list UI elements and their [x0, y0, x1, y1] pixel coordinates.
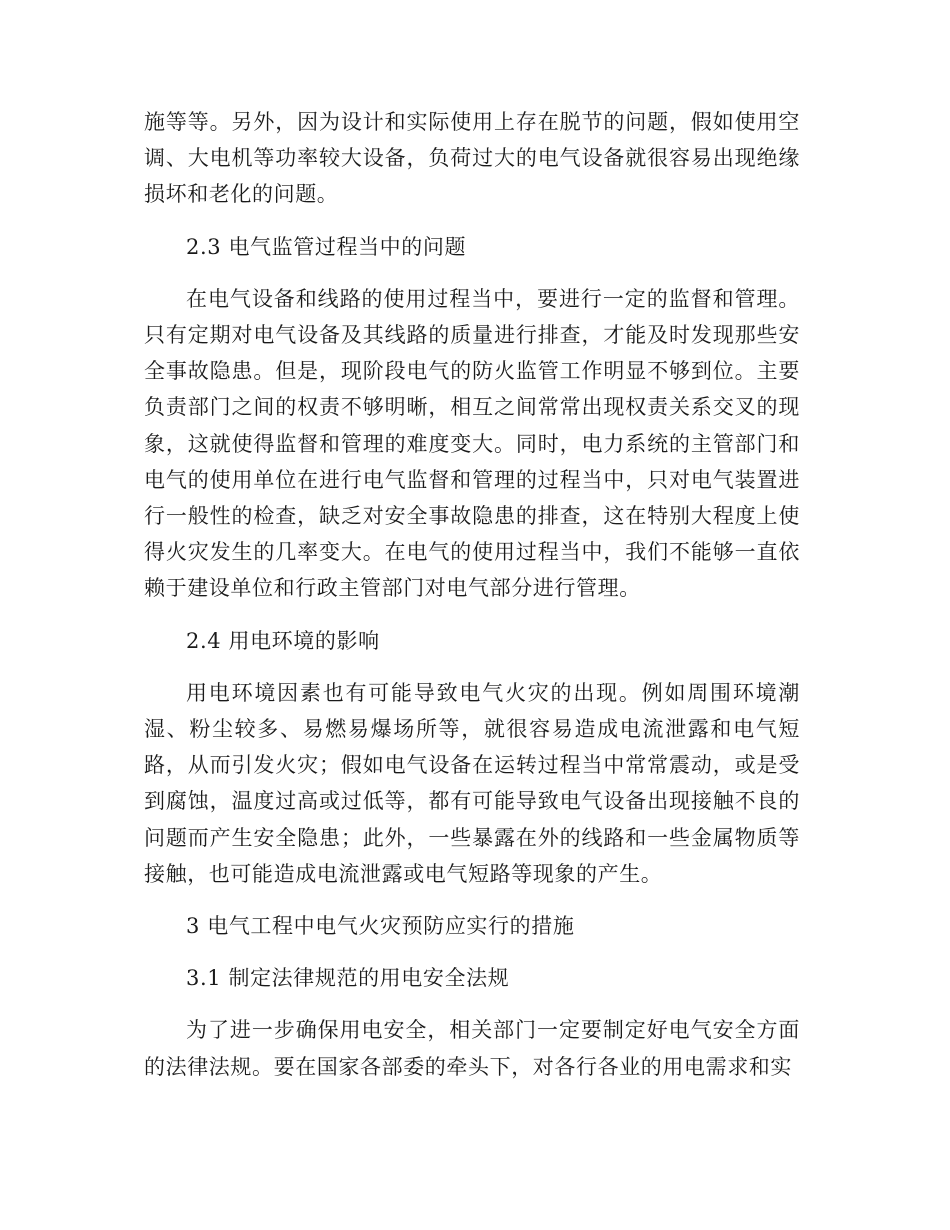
- paragraph-electrical-supervision: 在电气设备和线路的使用过程当中，要进行一定的监督和管理。只有定期对电气设备及其线路的质量进行排查，才能及时发现那些安全事故隐患。但是，现阶段电气的防火监管工作明显不够到位。主要负责部门之间的权责不够明晰，相互之间常常出现权责关系交叉的现象，这就使得监督和管理的难度变大。同时，电力系统的主管部门和电气的使用单位在进行电气监督和管理的过程当中，只对电气装置进行一般性的检查，缺乏对安全事故隐患的排查，这在特别大程度上使得火灾发生的几率变大。在电气的使用过程当中，我们不能够一直依赖于建设单位和行政主管部门对电气部分进行管理。: [144, 286, 800, 601]
- document-body: [144, 104, 800, 1085]
- paragraph-electrical-environment: 用电环境因素也有可能导致电气火灾的出现。例如周围环境潮湿、粉尘较多、易燃易爆场所等，就很容易造成电流泄露和电气短路，从而引发火灾；假如电气设备在运转过程当中常常震动，或是受到腐蚀，温度过高或过低等，都有可能导致电气设备出现接触不良的问题而产生安全隐患；此外，一些暴露在外的线路和一些金属物质等接触，也可能造成电流泄露或电气短路等现象的产生。: [144, 680, 800, 886]
- section-heading-3: 3 电气工程中电气火灾预防应实行的措施: [186, 914, 575, 939]
- paragraph-safety-regulations: 为了进一步确保用电安全，相关部门一定要制定好电气安全方面的法律法规。要在国家各部委的牵头下，对各行各业的用电需求和实: [144, 1018, 800, 1079]
- section-heading-2-3: 2.3 电气监管过程当中的问题: [186, 234, 467, 259]
- section-heading-3-1: 3.1 制定法律规范的用电安全法规: [186, 966, 510, 991]
- section-heading-2-4: 2.4 用电环境的影响: [186, 628, 380, 653]
- paragraph-continuation: 施等等。另外，因为设计和实际使用上存在脱节的问题，假如使用空调、大电机等功率较大设备，负荷过大的电气设备就很容易出现绝缘损坏和老化的问题。: [144, 110, 800, 207]
